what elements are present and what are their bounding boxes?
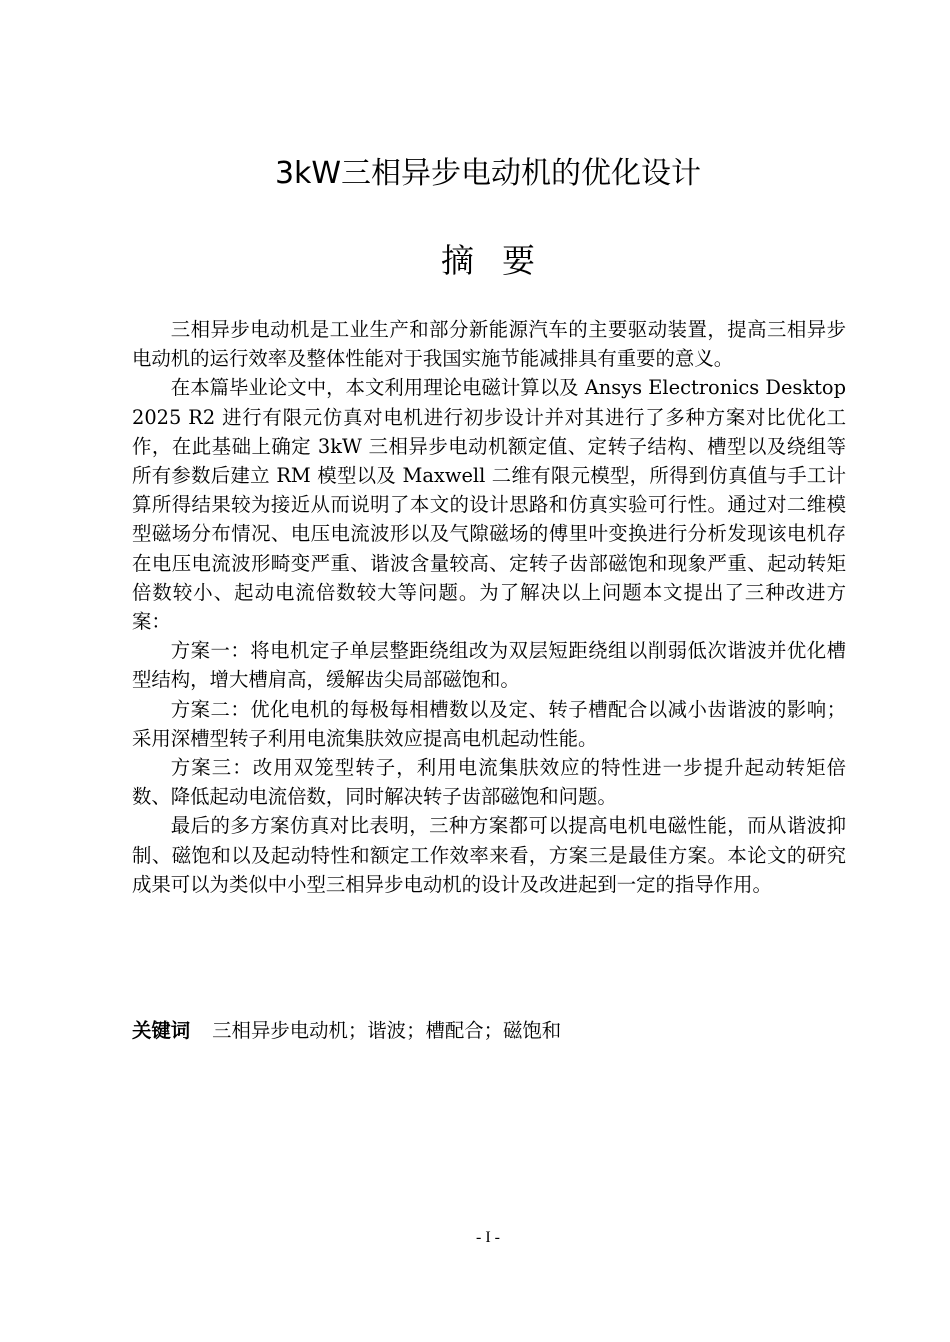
keywords-value: 三相异步电动机；谐波；槽配合；磁饱和 — [212, 1019, 562, 1042]
keywords-line — [132, 1016, 846, 1046]
scheme-three-paragraph: 方案三：改用双笼型转子，利用电流集肤效应的特性进一步提升起动转矩倍数、降低起动电流倍数，同时解决转子齿部磁饱和问题。 — [132, 756, 846, 809]
abstract-paragraph-2: 在本篇毕业论文中，本文利用理论电磁计算以及 Ansys Electronics Desktop 2025 R2 进行有限元仿真对电机进行初步设计并对其进行了多种方案对比优化工作，在此基础上确定 3kW 三相异步电动机额定值、定转子结构、槽型以及绕组等所有参数后建立 RM 模型以及 Maxwell 二维有限元模型，所得到仿真值与手工计算所得结果较为接近从而说明了本文的设计思路和仿真实验可行性。通过对二维模型磁场分布情况、电压电流波形以及气隙磁场的傅里叶变换进行分析发现该电机存在电压电流波形畸变严重、谐波含量较高、定转子齿部磁饱和现象严重、起动转矩倍数较小、起动电流倍数较大等问题。为了解决以上问题本文提出了三种改进方案： — [132, 376, 846, 634]
scheme-two-paragraph: 方案二：优化电机的每极每相槽数以及定、转子槽配合以减小齿谐波的影响；采用深槽型转子利用电流集肤效应提高电机起动性能。 — [132, 697, 846, 750]
page-number: - I - — [476, 1229, 500, 1246]
conclusion-paragraph: 最后的多方案仿真对比表明，三种方案都可以提高电机电磁性能，而从谐波抑制、磁饱和以及起动特性和额定工作效率来看，方案三是最佳方案。本论文的研究成果可以为类似中小型三相异步电动机的设计及改进起到一定的指导作用。 — [132, 814, 846, 896]
keywords-label: 关键词 — [132, 1019, 191, 1042]
scheme-one-paragraph: 方案一：将电机定子单层整距绕组改为双层短距绕组以削弱低次谐波并优化槽型结构，增大槽肩高，缓解齿尖局部磁饱和。 — [132, 639, 846, 692]
abstract-heading: 摘要 — [441, 241, 563, 280]
thesis-title: 3kW三相异步电动机的优化设计 — [274, 156, 702, 191]
abstract-paragraph-1: 三相异步电动机是工业生产和部分新能源汽车的主要驱动装置，提高三相异步电动机的运行效率及整体性能对于我国实施节能减排具有重要的意义。 — [132, 318, 846, 371]
abstract-body — [132, 315, 846, 899]
